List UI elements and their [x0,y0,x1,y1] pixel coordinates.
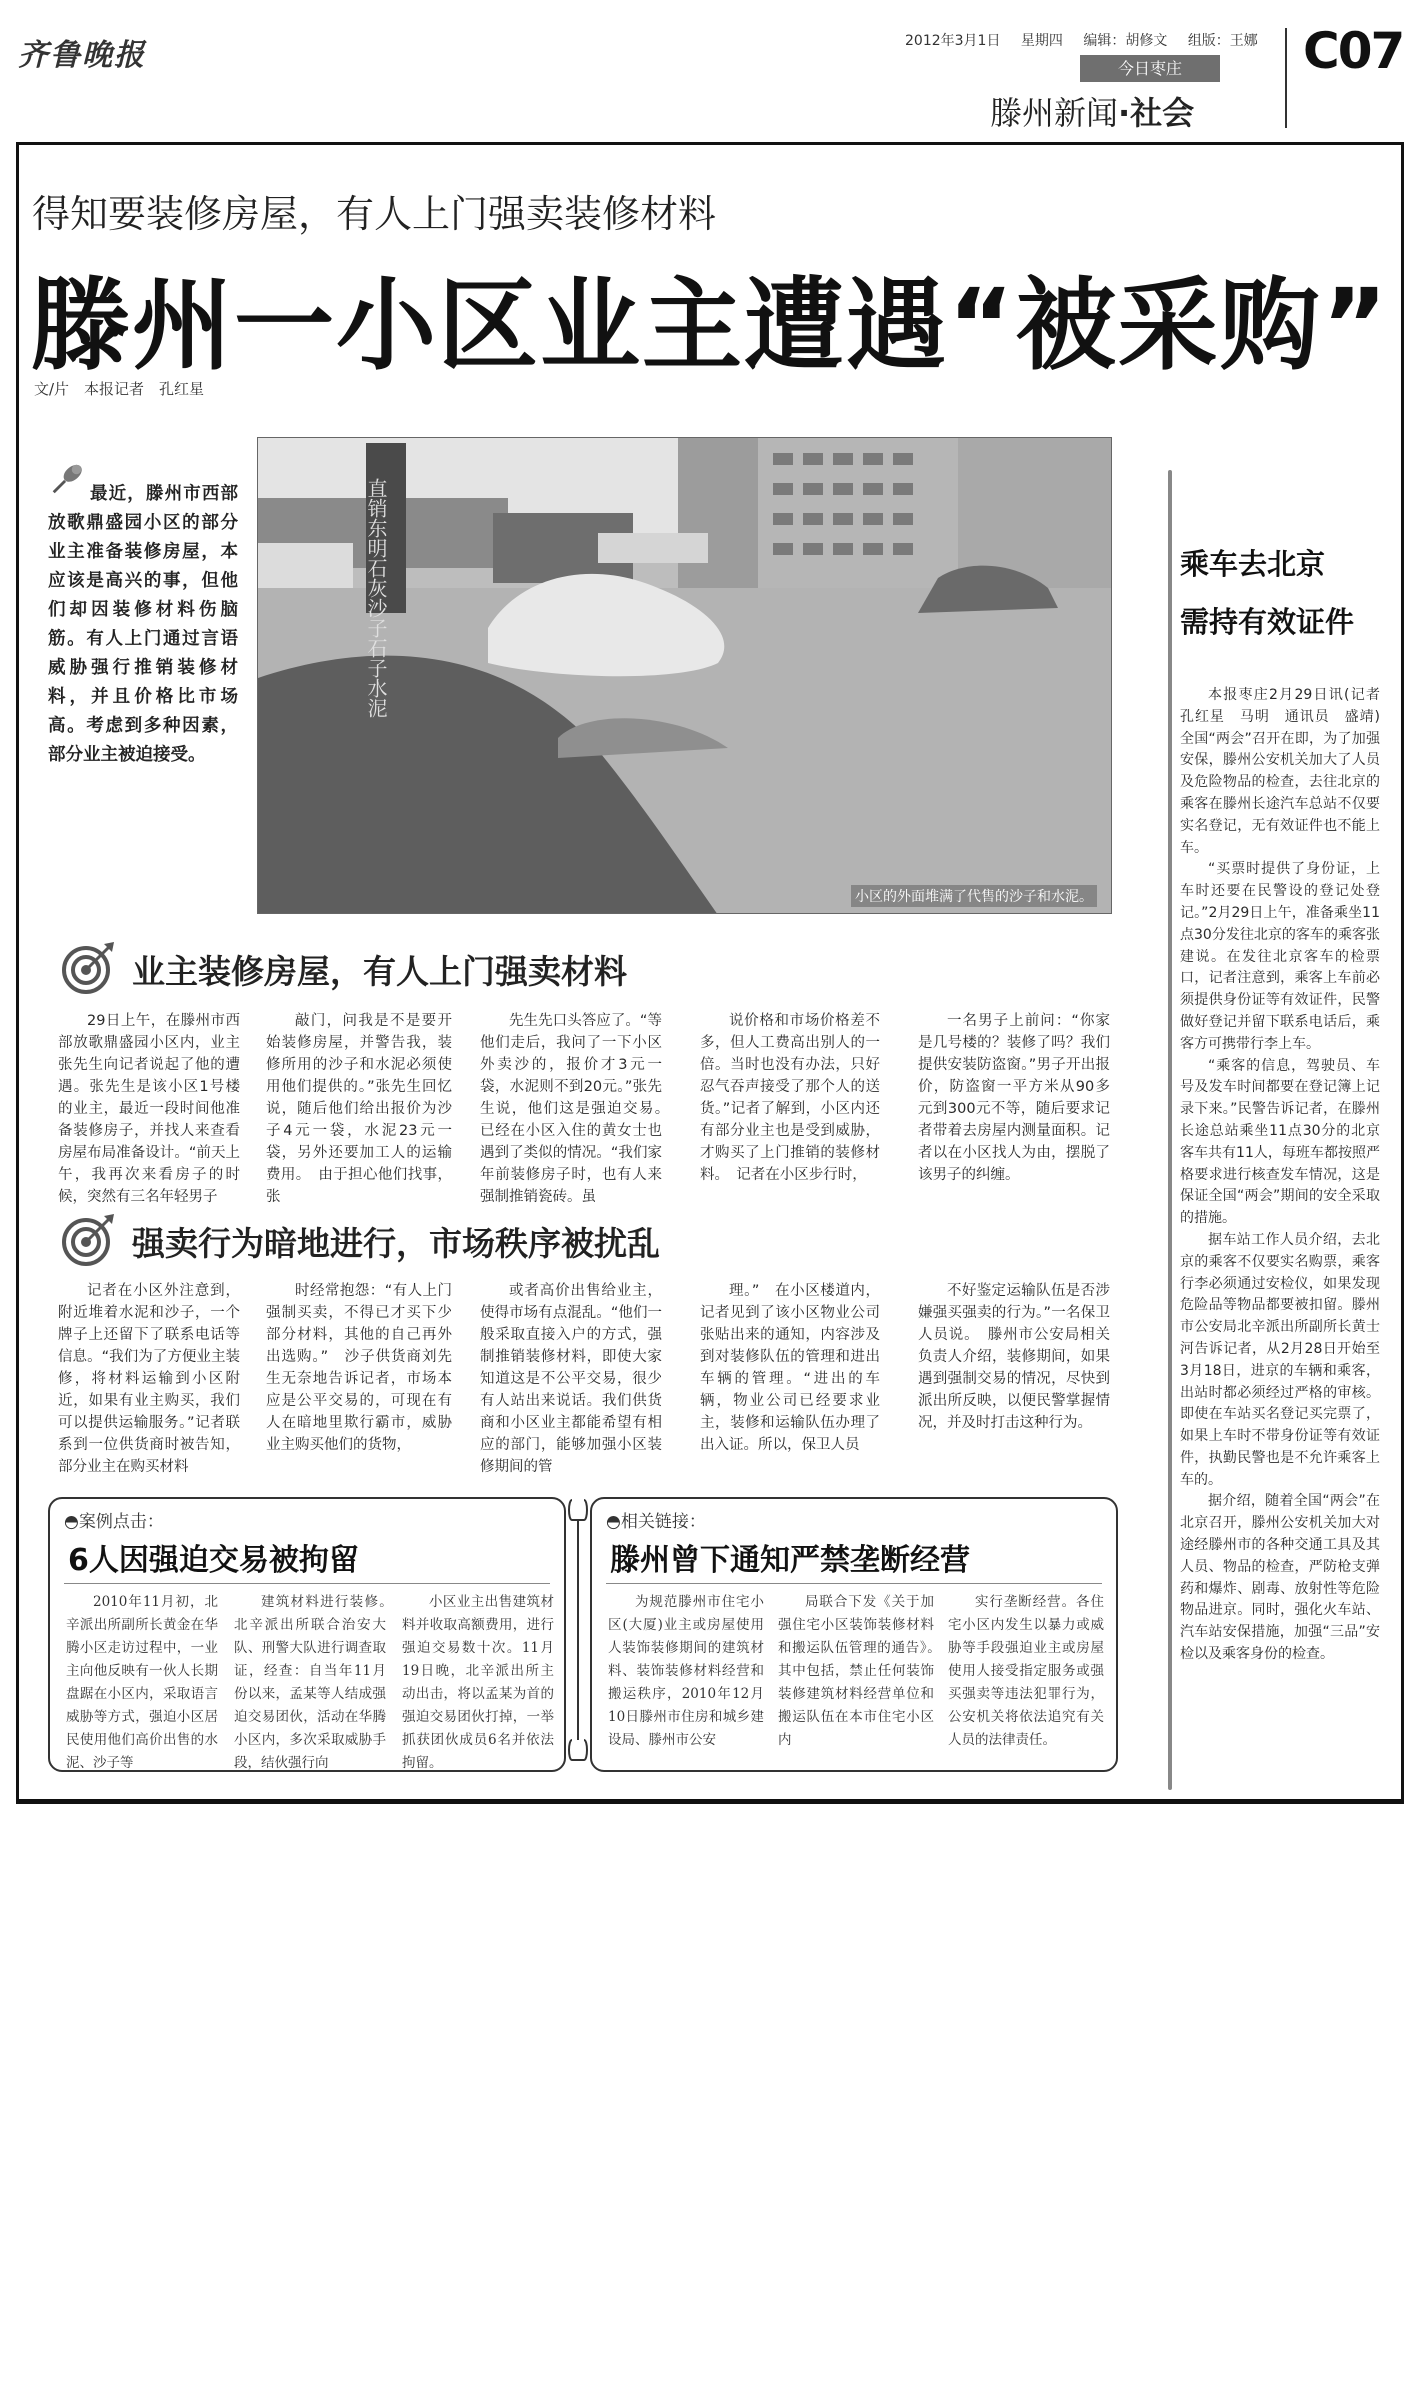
case-box-label: ◓案例点击： [64,1512,164,1532]
target-icon [60,1212,116,1268]
header-divider [1285,28,1287,128]
sidebar-paragraph: 据车站工作人员介绍，去北京的乘客不仅要实名购票，乘客行李必须通过安检仪，如果发现危险品等物品都要被扣留。滕州市公安局北辛派出所副所长黄士河告诉记者，从2月28日开始至3月18日，进京的车辆和乘客，出站时都必须经过严格的审核。即使在车站买名登记买完票了，如果上车时不带身份证等有效证件，执勤民警也是不允许乘客上车的。 [1180,1231,1380,1488]
page-number: C07 [1303,22,1404,80]
section-main: 滕州新闻 [990,94,1119,132]
newspaper-logo: 齐鲁晚报 [18,38,146,73]
roadside-sign-text: 直销东明石灰沙子石子水泥 [364,478,388,718]
layout-credit: 组版：王娜 [1187,33,1258,49]
section2-column-5: 不好鉴定运输队伍是否涉嫌强买强卖的行为。”一名保卫人员说。 滕州市公安局相关负责人介绍，装修期间，如果遇到强制交易的情况，尽快到派出所反映，以便民警掌握情况，并及时打击这种行为。 [918,1283,1110,1431]
sidebar-rule [1168,470,1172,1790]
section1-column-3: 先生先口头答应了。“等他们走后，我问了一下小区外卖沙的，报价才3元一袋，水泥则不到20元。”张先生说，他们这是强迫交易。 已经在小区入住的黄女士也遇到了类似的情况。“我们家年前装修房子时，也有人来强制推销瓷砖。虽 [480,1013,677,1205]
article-headline: 滕州一小区业主遭遇“被采购” [30,267,1390,384]
link-box-column-2: 局联合下发《关于加强住宅小区装饰装修材料和搬运队伍管理的通告》。 其中包括，禁止任何装饰装修建筑材料经营单位和搬运队伍在本市住宅小区内 [778,1594,948,1748]
edition-tag: 今日枣庄 [1080,55,1220,82]
section-title [990,88,1194,134]
sidebar-title-line2: 需持有效证件 [1180,605,1355,639]
section2-column-2: 时经常抱怨：“有人上门强制买卖，不得已才买下少部分材料，其他的自己再外出选购。” 沙子供货商刘先生无奈地告诉记者，市场本应是公平交易的，可现在有人在暗地里欺行霸市，威胁业主购买他们的货物， [266,1283,452,1453]
link-box [590,1497,1118,1772]
link-box-label: ◓相关链接： [606,1512,706,1532]
section1-column-2: 敲门，问我是不是要开始装修房屋，并警告我，装修所用的沙子和水泥必须使用他们提供的。”张先生回忆说，随后他们给出报价为沙子4元一袋，水泥23元一袋，另外还要加工人的运输费用。 由于担心他们找事，张 [266,1013,452,1205]
section-separator: · [1118,94,1131,132]
issue-date: 2012年3月1日 [905,33,1001,49]
sidebar-paragraph: 据介绍，随着全国“两会”在北京召开，滕州公安机关加大对途经滕州市的各种交通工具及其人员、物品的检查，严防枪支弹药和爆炸、剧毒、放射性等危险物品进京。同时，强化火车站、汽车站安保措施，加强“三品”安检以及乘客身份的检查。 [1180,1493,1380,1663]
editor-credit: 编辑：胡修文 [1083,33,1168,49]
sidebar-paragraph: 本报枣庄2月29日讯(记者 孔红星 马明 通讯员 盛靖)全国“两会”召开在即，为了加强安保，滕州公安机关加大了人员及危险物品的检查，去往北京的乘客在滕州长途汽车总站不仅要实名登记，无有效证件也不能上车。 [1180,687,1394,856]
section2-column-1: 记者在小区外注意到，附近堆着水泥和沙子，一个牌子上还留下了联系电话等信息。“我们为了方便业主装修，将材料运输到小区附近，如果有业主购买，我们可以提供运输服务。”记者联系到一位供货商时被告知，部分业主在购买材料 [58,1283,240,1475]
case-box-column-3: 小区业主出售建筑材料并收取高额费用，进行强迫交易数十次。11月19日晚，北辛派出所主动出击，将以孟某为首的强迫交易团伙打掉，一举抓获团伙成员6名并依法拘留。 [402,1594,554,1771]
issue-weekday: 星期四 [1020,33,1063,49]
section1-title: 业主装修房屋，有人上门强卖材料 [132,952,627,991]
case-box-column-2: 建筑材料进行装修。 北辛派出所联合治安大队、刑警大队进行调查取证，经查：自当年11月份以来，孟某等人结成强迫交易团伙，活动在华腾小区内，多次采取威胁手段，结伙强行向 [234,1594,400,1771]
issue-info [905,30,1274,50]
link-box-column-1: 为规范滕州市住宅小区(大厦)业主或房屋使用人装饰装修期间的建筑材料、装饰装修材料经营和搬运秩序，2010年12月10日滕州市住房和城乡建设局、滕州市公安 [608,1594,764,1748]
construction-site-image [258,438,1112,914]
section-sub: 社会 [1130,94,1195,132]
binder-clip-icon [566,1490,590,1780]
section1-column-1: 29日上午，在滕州市西部放歌鼎盛园小区内，业主张先生向记者说起了他的遭遇。张先生是该小区1号楼的业主，最近一段时间他准备装修房子，并找人来查看房屋布局准备设计。“前天上午，我再次来看房子的时候，突然有三名年轻男子 [58,1013,240,1205]
case-box-rule [64,1583,550,1584]
section2-column-3: 或者高价出售给业主，使得市场有点混乱。“他们一般采取直接入户的方式，强制推销装修材料，即使大家知道这是不公平交易，很少有人站出来说话。我们供货商和小区业主都能希望有相应的部门，能够加强小区装修期间的管 [480,1283,662,1475]
section1-column-4: 说价格和市场价格差不多，但人工费高出别人的一倍。当时也没有办法，只好忍气吞声接受了那个人的送货。”记者了解到，小区内还有部分业主也是受到威胁，才购买了上门推销的装修材料。 记者在小区步行时， [700,1013,880,1183]
article-lead: 最近，滕州市西部放歌鼎盛园小区的部分业主准备装修房屋，本应该是高兴的事，但他们却因装修材料伤脑筋。有人上门通过言语威胁强行推销装修材料，并且价格比市场高。考虑到多种因素，部分业主被迫接受。 [48,484,238,765]
section2-title: 强卖行为暗地进行，市场秩序被扰乱 [132,1224,660,1263]
sidebar-title-line1: 乘车去北京 [1180,547,1326,581]
article-byline: 文/片 本报记者 孔红星 [34,380,205,398]
sidebar-title [1180,535,1354,651]
section2-column-4: 理。” 在小区楼道内，记者见到了该小区物业公司张贴出来的通知，内容涉及到对装修队伍的管理和进出车辆的管理。“进出的车辆，物业公司已经要求业主，装修和运输队伍办理了出入证。所以，保卫人员 [700,1283,880,1453]
case-box-title: 6人因强迫交易被拘留 [68,1543,359,1578]
link-box-title: 滕州曾下通知严禁垄断经营 [610,1543,970,1578]
sidebar-body [1180,685,1394,1666]
section1-column-5: 一名男子上前问：“你家是几号楼的？装修了吗？我们提供安装防盗窗。”男子开出报价，防盗窗一平方米从90多元到300元不等，随后要求记者带着去房屋内测量面积。记者以在小区找人为由，摆脱了该男子的纠缠。 [918,1013,1110,1183]
target-icon [60,940,116,996]
article-subhead: 得知要装修房屋，有人上门强卖装修材料 [32,192,717,236]
article-photo [257,437,1112,914]
link-box-column-3: 实行垄断经营。各住宅小区内发生以暴力或威胁等手段强迫业主或房屋使用人接受指定服务或强买强卖等违法犯罪行为，公安机关将依法追究有关人员的法律责任。 [948,1594,1104,1748]
case-box [48,1497,566,1772]
sidebar-paragraph: “买票时提供了身份证，上车时还要在民警设的登记处登记。”2月29日上午，准备乘坐11点30分发往北京的客车的乘客张建说。在发往北京客车的检票口，记者注意到，乘客上车前必须提供身份证等有效证件，民警做好登记并留下联系电话后，乘客方可携带行李上车。 [1180,861,1380,1052]
photo-caption: 小区的外面堆满了代售的沙子和水泥。 [851,885,1097,907]
sidebar-paragraph: “乘客的信息，驾驶员、车号及发车时间都要在登记簿上记录下来。”民警告诉记者，在滕州长途总站乘坐11点30分的北京客车共有11人，每班车都按照严格要求进行核查发车情况，这是保证全国“两会”期间的安全采取的措施。 [1180,1057,1380,1227]
case-box-column-1: 2010年11月初，北辛派出所副所长黄金在华腾小区走访过程中，一业主向他反映有一伙人长期盘踞在小区内，采取语言威胁等方式，强迫小区居民使用他们高价出售的水泥、沙子等 [66,1594,218,1771]
link-box-rule [606,1583,1102,1584]
